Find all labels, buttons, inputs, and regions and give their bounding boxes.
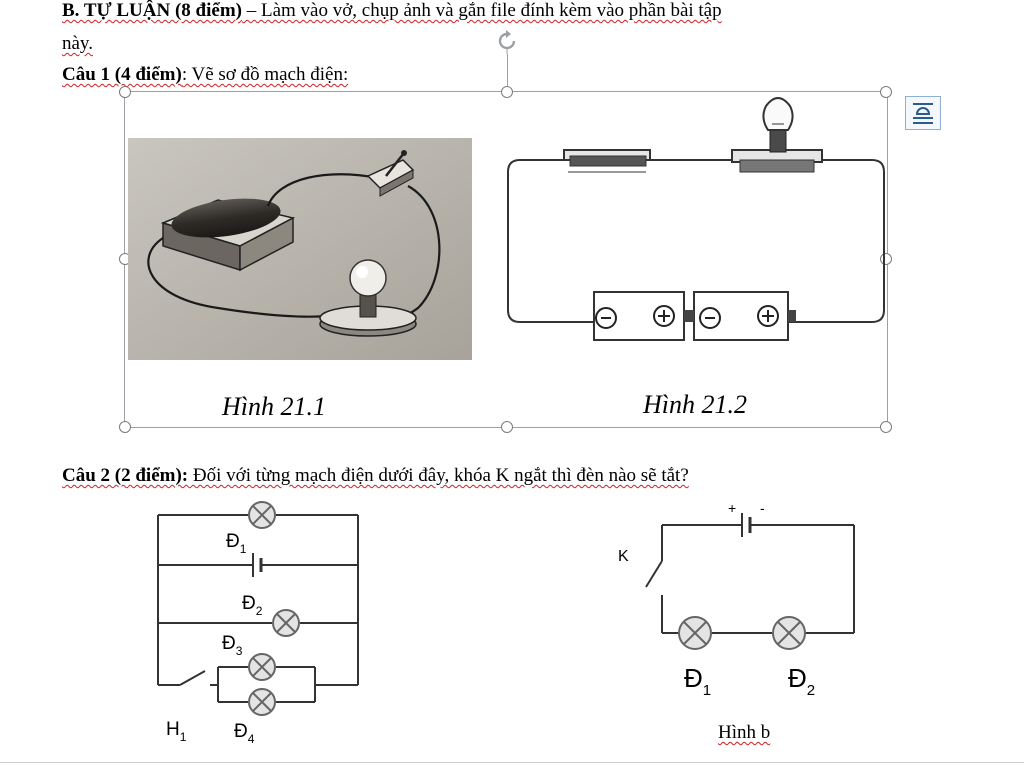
lamp-d4-icon [249,689,275,715]
circuit-photo-21-1 [128,138,472,360]
layout-options-button[interactable] [905,96,941,130]
label-d2: $Đ_2$ [242,593,263,618]
q1-label: Câu 1 (4 điểm) [62,64,182,85]
lamp-d1-icon [249,502,275,528]
q1-line [62,64,348,86]
q1-text: : Vẽ sơ đồ mạch điện: [181,64,349,85]
battery-minus-label: - [760,500,765,516]
circuit-photo-drawing [128,138,472,360]
label-d3: $Đ_3$ [222,633,243,658]
part-b-heading [62,0,722,22]
resize-handle-bm[interactable] [501,421,513,433]
q2-label: Câu 2 (2 điểm): [62,465,189,486]
resize-handle-br[interactable] [880,421,892,433]
figure-caption-hinh-b: Hình b [718,722,771,743]
rotate-handle-icon[interactable] [494,28,520,54]
q2-text: Đối với từng mạch điện dưới đây, khóa K ngắt thì đèn nào sẽ tắt? [188,465,689,486]
part-b-heading-continued: này. [62,33,93,54]
resize-handle-tl[interactable] [119,86,131,98]
lamp-b-d1-icon [679,617,711,649]
label-h1: $H_1$ [166,719,187,744]
label-b-d1: $Đ_1$ [684,663,712,699]
circuit-b-diagram [600,495,880,715]
lamp-d2-icon [273,610,299,636]
figure-caption-21-2: Hình 21.2 [643,390,747,419]
figure-caption-21-1: Hình 21.1 [222,392,326,421]
label-b-d2: $Đ_2$ [788,663,816,699]
circuit-a-diagram [150,495,420,750]
resize-handle-bl[interactable] [119,421,131,433]
part-b-heading-rest: – Làm vào vở, chụp ảnh và gắn file đính kèm vào phần bài tập [241,0,722,21]
page-bottom-rule [0,762,1024,763]
label-d1: $Đ_1$ [226,531,247,556]
part-b-heading-bold: B. TỰ LUẬN (8 điểm) [62,0,242,21]
circuit-diagram-21-2 [500,90,892,350]
switch-k-label: K [618,548,629,565]
lamp-d3-icon [249,654,275,680]
layout-options-icon [906,97,940,129]
label-d4: $Đ_4$ [234,721,255,746]
lamp-b-d2-icon [773,617,805,649]
battery-plus-label: + [728,500,737,516]
q2-line [62,465,689,487]
